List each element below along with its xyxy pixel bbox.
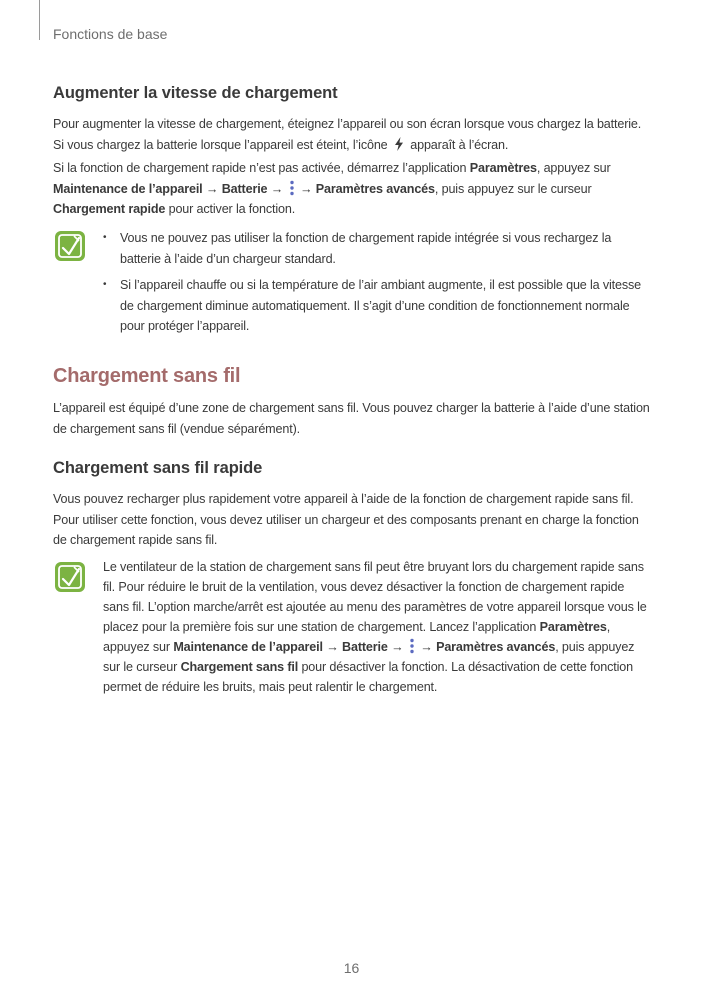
note-text-b: , appuyez sur (103, 620, 611, 654)
more-options-icon (409, 638, 415, 654)
arrow-3: → (420, 640, 433, 654)
wireless-charging-switch-label: Chargement sans fil (180, 660, 299, 674)
p1-text-a: Pour augmenter la vitesse de chargement, éteignez l’appareil ou son écran lorsque vous chargez la batterie. Si vous chargez la batterie lorsque l’appareil est éteint, l’icône (53, 117, 642, 152)
page-number: 16 (343, 960, 360, 976)
p2-text-b: , appuyez sur (536, 161, 611, 175)
arrow-1: → (326, 640, 339, 654)
note-item: • Si l’appareil chauffe ou si la température de l’air ambiant augmente, il est possible que la vitesse de chargement diminue automatiquement. Il s’agit d’une condition de fonctionnement normale pour protéger l’appareil. (103, 275, 648, 337)
p1-text-b: apparaît à l’écran. (410, 137, 509, 152)
arrow-2: → (270, 181, 284, 196)
arrow-2: → (391, 640, 404, 654)
wireless-charging-heading: Chargement sans fil (53, 365, 241, 387)
advanced-settings-label: Paramètres avancés (436, 640, 556, 654)
wireless-charging-intro: L’appareil est équipé d’une zone de chargement sans fil. Vous pouvez charger la batterie à l’aide d’une station de chargement sans fil (vendue séparément). (53, 401, 650, 436)
note-icon (54, 561, 86, 593)
advanced-settings-label: Paramètres avancés (315, 181, 435, 196)
fast-wireless-body: Vous pouvez recharger plus rapidement votre appareil à l’aide de la fonction de chargement rapide sans fil. Pour utiliser cette fonction, vous devez utiliser un chargeur et des composants prenant en charge la fonction de chargement rapide sans fil. (53, 492, 639, 547)
section-header: Fonctions de base (53, 26, 168, 42)
lightning-bolt-icon (394, 137, 404, 151)
p2-text-d: pour activer la fonction. (168, 202, 296, 216)
battery-label: Batterie (221, 181, 268, 196)
arrow-1: → (205, 181, 219, 196)
settings-app-label: Paramètres (469, 161, 537, 175)
fast-charging-heading: Augmenter la vitesse de chargement (53, 84, 338, 102)
fast-wireless-note (103, 557, 653, 697)
note-item: • Vous ne pouvez pas utiliser la fonction de chargement rapide intégrée si vous rechargez la batterie à l’aide d’un chargeur standard. (103, 228, 648, 269)
note-icon (54, 230, 86, 262)
fast-charging-switch-label: Chargement rapide (53, 202, 166, 216)
fast-charging-paragraph-1 (53, 114, 653, 155)
device-maintenance-label: Maintenance de l’appareil (173, 640, 323, 654)
p2-text-a: Si la fonction de chargement rapide n’est pas activée, démarrez l’application (53, 161, 467, 175)
device-maintenance-label: Maintenance de l’appareil (53, 181, 203, 196)
fast-charging-paragraph-2 (53, 158, 653, 220)
note-text-d: pour désactiver la fonction. La désactivation de cette fonction permet de réduire les bruits, mais peut ralentir le chargement. (103, 660, 633, 694)
fast-charging-notes (103, 228, 648, 343)
arrow-3: → (299, 181, 313, 196)
p2-text-c: , puis appuyez sur le curseur (434, 181, 592, 196)
note-text-c: , puis appuyez sur le curseur (103, 640, 635, 674)
more-options-icon (289, 180, 295, 196)
settings-app-label: Paramètres (539, 620, 607, 634)
note-text-a: Le ventilateur de la station de chargement sans fil peut être bruyant lors du chargement rapide sans fil. Pour réduire le bruit de la ventilation, vous devez désactiver la fonction de chargement rapide sans fil. L’option marche/arrêt est ajoutée au menu des paramètres de votre appareil lorsque vous le placez pour la première fois sur une station de chargement. Lancez l’application (103, 560, 647, 634)
header-divider (39, 0, 40, 40)
fast-wireless-heading: Chargement sans fil rapide (53, 459, 263, 477)
battery-label: Batterie (342, 640, 388, 654)
